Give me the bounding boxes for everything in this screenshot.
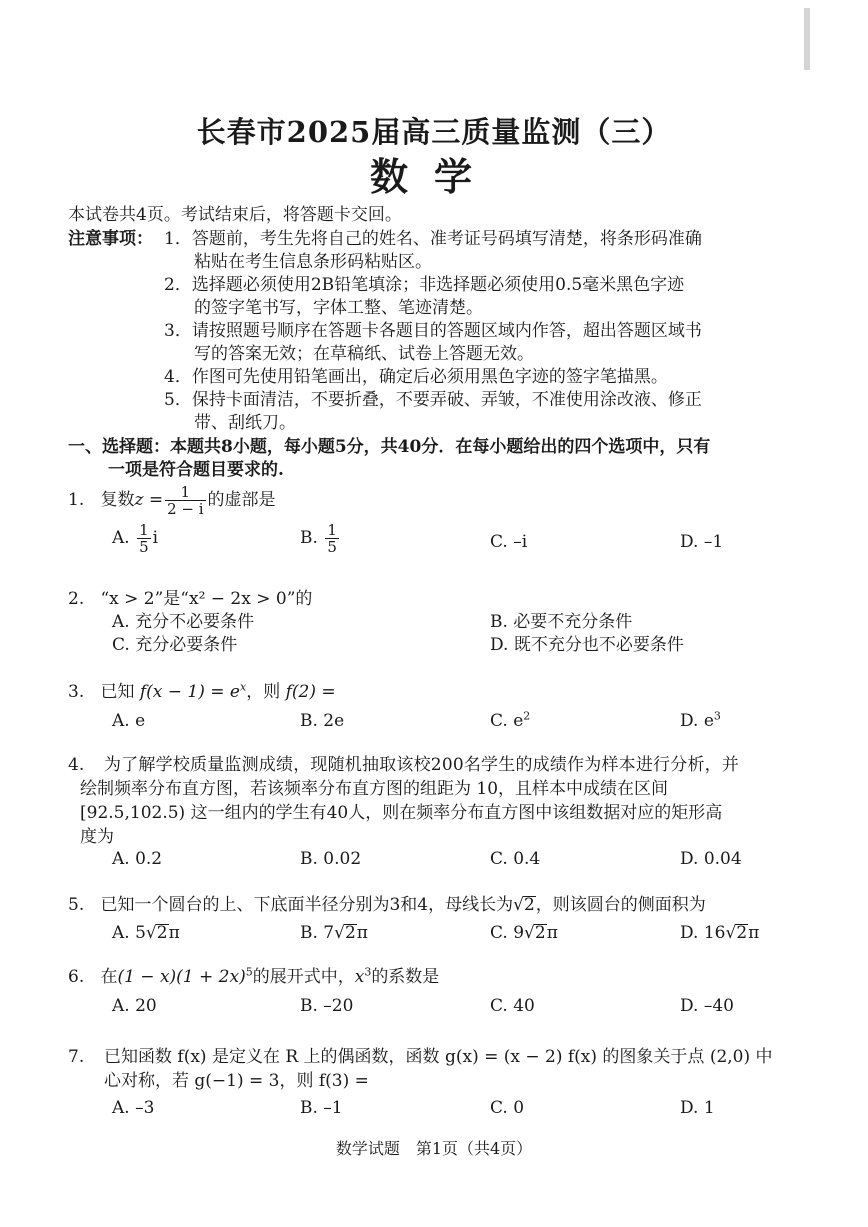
question-4-line: 为了解学校质量监测成绩，现随机抽取该校200名学生的成绩作为样本进行分析，并: [104, 755, 740, 775]
question-7-line: 心对称，若 g(−1) = 3，则 f(3) =: [104, 1071, 369, 1091]
question-4-line: 绘制频率分布直方图，若该频率分布直方图的组距为 10，且样本中成绩在区间: [80, 779, 669, 799]
q2-option-d: D. 既不充分也不必要条件: [490, 635, 684, 655]
q4-option-b: B. 0.02: [300, 849, 362, 869]
q3-option-c: C. $e^2$: [490, 709, 531, 731]
subject-title: 数学: [369, 154, 498, 199]
q6-option-b: B. –20: [300, 996, 354, 1016]
q7-option-c: C. 0: [490, 1098, 525, 1118]
q5-option-c: C. 9√2π: [490, 923, 558, 943]
notice-item-5: 5．保持卡面清洁，不要折叠，不要弄破、弄皱，不准使用涂改液、修正: [164, 390, 702, 410]
q6-option-c: C. 40: [490, 996, 535, 1016]
q7-option-d: D. 1: [680, 1098, 715, 1118]
page-footer: 数学试题 第1页（共4页）: [335, 1139, 533, 1158]
notice-item-1-cont: 粘贴在考生信息条形码粘贴区。: [194, 252, 432, 272]
question-4-number: 4.: [68, 755, 85, 775]
exam-title: 长春市2025届高三质量监测（三）: [196, 115, 672, 149]
notice-item-2: 2．选择题必须使用2B铅笔填涂；非选择题必须使用0.5毫米黑色字迹: [164, 275, 685, 295]
q4-option-c: C. 0.4: [490, 849, 541, 869]
q3-option-b: B. 2e: [300, 711, 345, 731]
notice-item-3: 3．请按照题号顺序在答题卡各题目的答题区域内作答，超出答题区域书: [164, 321, 702, 341]
question-4-line: [92.5,102.5) 这一组内的学生有40人，则在频率分布直方图中该组数据对应的矩形高: [80, 803, 723, 823]
question-7-number: 7.: [68, 1047, 85, 1067]
notice-item-4: 4．作图可先使用铅笔画出，确定后必须用黑色字迹的签字笔描黑。: [164, 367, 668, 387]
q2-option-a: A. 充分不必要条件: [112, 612, 255, 632]
question-4-line: 度为: [80, 827, 114, 847]
q3-option-a: A. e: [112, 711, 146, 731]
question-5: 5. 已知一个圆台的上、下底面半径分别为3和4，母线长为√2，则该圆台的侧面积为: [68, 895, 706, 915]
question-2: 2. “x > 2”是“x² − 2x > 0”的: [68, 589, 313, 609]
q5-option-a: A. 5√2π: [112, 923, 180, 943]
q1-option-d: D. –1: [680, 532, 724, 552]
scan-edge-mark: [804, 8, 810, 70]
notice-label: 注意事项：: [68, 229, 153, 249]
section-heading: 一、选择题：本题共8小题，每小题5分，共40分．在每小题给出的四个选项中，只有: [68, 437, 711, 457]
question-3: 3. 已知 $f(x - 1) = e^x$，则 f(2) =: [68, 680, 336, 702]
fraction: $\frac{1}{2 - i}$: [167, 483, 204, 518]
q2-option-c: C. 充分必要条件: [112, 635, 238, 655]
section-heading-cont: 一项是符合题目要求的.: [108, 460, 284, 480]
notice-item-5-cont: 带、刮纸刀。: [194, 413, 296, 433]
q2-option-b: B. 必要不充分条件: [490, 612, 633, 632]
q5-option-d: D. 16√2π: [680, 923, 760, 943]
question-7-line: 已知函数 f(x) 是定义在 R 上的偶函数，函数 g(x) = (x − 2) f(x) 的图象关于点 (2,0) 中: [104, 1047, 773, 1067]
question-1: 1. 复数z = $\frac{1}{2 - i}$ 的虚部是: [68, 483, 276, 518]
q3-option-d: D. $e^3$: [680, 709, 721, 731]
notice-item-3-cont: 写的答案无效；在草稿纸、试卷上答题无效。: [194, 344, 534, 364]
q1-option-a: A. $\frac{1}{5}$ i: [112, 521, 159, 556]
q4-option-d: D. 0.04: [680, 849, 742, 869]
notice-item-2-cont: 的签字笔书写，字体工整、笔迹清楚。: [194, 298, 483, 318]
q7-option-b: B. –1: [300, 1098, 343, 1118]
q1-option-b: B. $\frac{1}{5}$: [300, 521, 337, 556]
q1-option-c: C. –i: [490, 532, 528, 552]
q4-option-a: A. 0.2: [112, 849, 163, 869]
q7-option-a: A. –3: [112, 1098, 155, 1118]
q5-option-b: B. 7√2π: [300, 923, 368, 943]
q6-option-a: A. 20: [112, 996, 157, 1016]
q6-option-d: D. –40: [680, 996, 734, 1016]
intro-text: 本试卷共4页。考试结束后，将答题卡交回。: [68, 205, 402, 225]
notice-item-1: 1．答题前，考生先将自己的姓名、准考证号码填写清楚，将条形码准确: [164, 229, 702, 249]
question-6: 6. 在$(1 - x)(1 + 2x)^5$的展开式中，$x^3$的系数是: [68, 965, 440, 987]
